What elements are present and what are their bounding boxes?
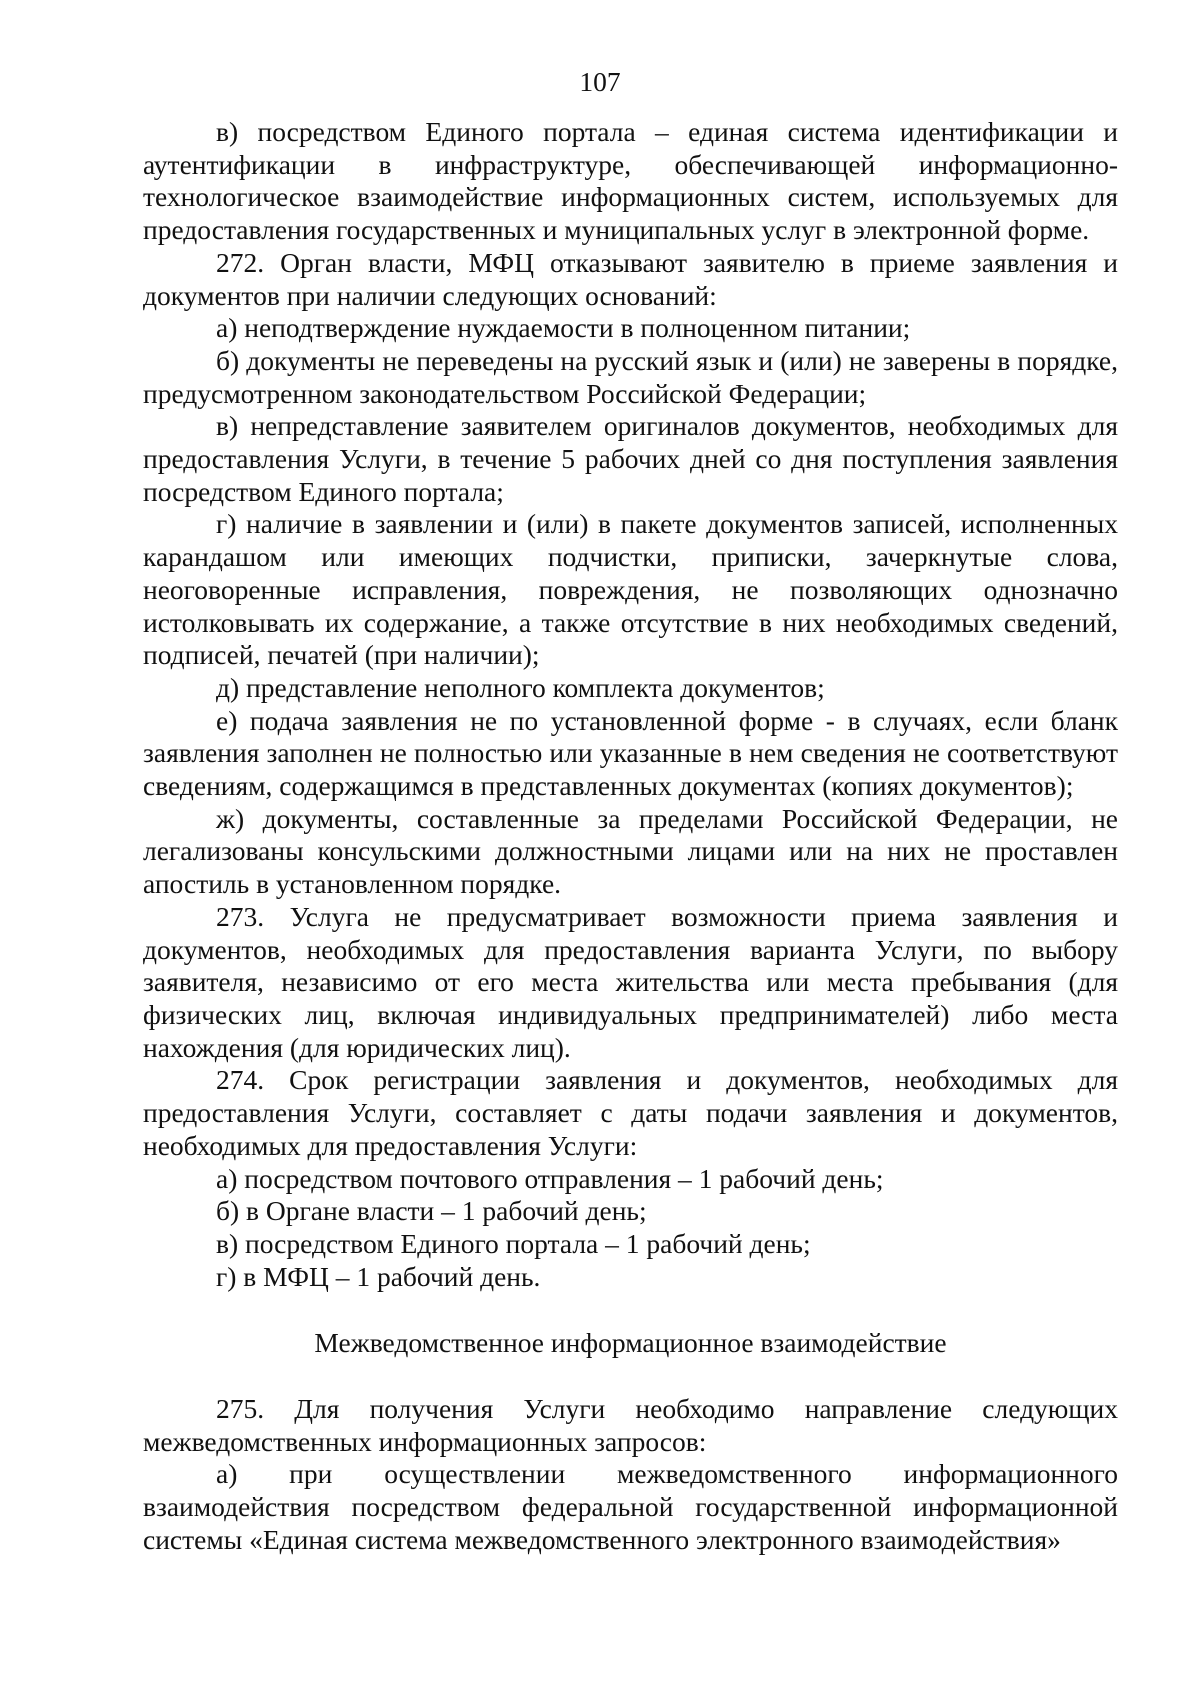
paragraph-v-portal-identification: в) посредством Единого портала – единая система идентификации и аутентификации в инфраструктуре, обеспечивающей информационно-технологическое взаимодействие информационных систем, используемых для предоставления государственных и муниципальных услуг в электронной форме. — [143, 116, 1118, 246]
paragraph-275: 275. Для получения Услуги необходимо направление следующих межведомственных информационных запросов: — [143, 1393, 1118, 1457]
section-heading: Межведомственное информационное взаимодействие — [314, 1327, 947, 1359]
paragraph-273: 273. Услуга не предусматривает возможности приема заявления и документов, необходимых для предоставления варианта Услуги, по выбору заявителя, независимо от его места жительства или места пребывания (для физических лиц, включая индивидуальных предпринимателей) либо места нахождения (для юридических лиц). — [143, 900, 1118, 1063]
paragraph-272-g: г) наличие в заявлении и (или) в пакете документов записей, исполненных карандашом или имеющих подчистки, приписки, зачеркнутые слова, неоговоренные исправления, повреждения, не позволяющих однозначно истолковывать их содержание, а также отсутствие в них необходимых сведений, подписей, печатей (при наличии); — [143, 508, 1118, 671]
paragraph-274: 274. Срок регистрации заявления и документов, необходимых для предоставления Услуги, составляет с даты подачи заявления и документов, необходимых для предоставления Услуги: — [143, 1064, 1118, 1161]
paragraph-274-b: б) в Органе власти – 1 рабочий день; — [216, 1195, 647, 1227]
paragraph-272-zh: ж) документы, составленные за пределами Российской Федерации, не легализованы консульскими должностными лицами или на них не проставлен апостиль в установленном порядке. — [143, 802, 1118, 900]
page-number: 107 — [579, 66, 621, 97]
document-body — [143, 116, 1118, 1557]
paragraph-272-b: б) документы не переведены на русский язык и (или) не заверены в порядке, предусмотренном законодательством Российской Федерации; — [143, 344, 1118, 409]
paragraph-272-v: в) непредставление заявителем оригиналов документов, необходимых для предоставления Услуги, в течение 5 рабочих дней со дня поступления заявления посредством Единого портала; — [143, 410, 1118, 507]
paragraph-275-a: а) при осуществлении межведомственного информационного взаимодействия посредством федеральной государственной информационной системы «Единая система межведомственного электронного взаимодействия» — [143, 1458, 1118, 1555]
paragraph-274-g: г) в МФЦ – 1 рабочий день. — [216, 1260, 541, 1292]
paragraph-274-a: а) посредством почтового отправления – 1 рабочий день; — [216, 1162, 884, 1194]
paragraph-272-a: а) неподтверждение нуждаемости в полноценном питании; — [216, 312, 911, 344]
paragraph-274-v: в) посредством Единого портала – 1 рабочий день; — [216, 1227, 811, 1259]
paragraph-272-d: д) представление неполного комплекта документов; — [216, 671, 825, 703]
paragraph-272-e: е) подача заявления не по установленной форме - в случаях, если бланк заявления заполнен не полностью или указанные в нем сведения не соответствуют сведениям, содержащимся в представленных документах (копиях документов); — [143, 704, 1118, 802]
paragraph-272-refusal-grounds: 272. Орган власти, МФЦ отказывают заявителю в приеме заявления и документов при наличии следующих оснований: — [143, 246, 1118, 311]
